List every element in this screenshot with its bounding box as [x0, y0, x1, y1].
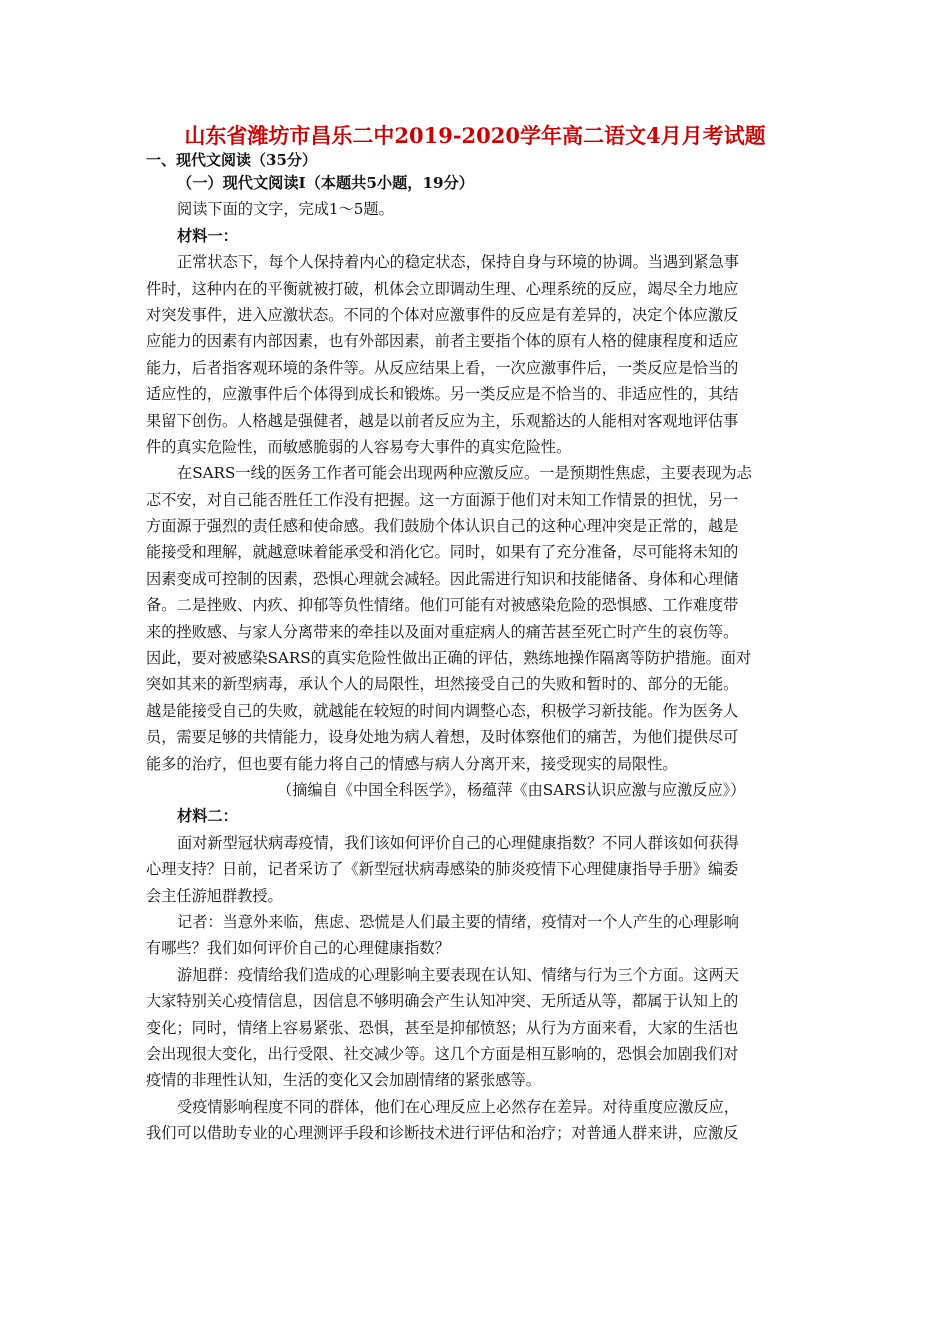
document-title: 山东省潍坊市昌乐二中2019-2020学年高二语文4月月考试题 [184, 123, 766, 148]
text-line: 件时，这种内在的平衡就被打破，机体会立即调动生理、心理系统的反应，竭尽全力地应 [146, 279, 739, 298]
text-line: 对突发事件，进入应激状态。不同的个体对应激事件的反应是有差异的，决定个体应激反 [146, 305, 739, 324]
text-line: 会主任游旭群教授。 [146, 886, 283, 905]
text-line: 能多的治疗，但也要有能力将自己的情感与病人分离开来，接受现实的局限性。 [146, 754, 678, 773]
text-line: 变化；同时，情绪上容易紧张、恐惧，甚至是抑郁愤怒；从行为方面来看，大家的生活也 [146, 1018, 739, 1037]
section-heading: 一、现代文阅读（35分） [146, 151, 317, 169]
text-line: 能力，后者指客观环境的条件等。从反应结果上看，一次应激事件后，一类反应是恰当的 [146, 358, 739, 377]
text-line: 果留下创伤。人格越是强健者，越是以前者反应为主，乐观豁达的人能相对客观地评估事 [146, 411, 739, 430]
text-line: 有哪些？我们如何评价自己的心理健康指数？ [146, 939, 450, 958]
text-line: 来的挫败感、与家人分离带来的牵挂以及面对重症病人的痛苦甚至死亡时产生的哀伤等。 [146, 622, 739, 641]
text-line: 备。二是挫败、内疚、抑郁等负性情绪。他们可能有对被感染危险的恐惧感、工作难度带 [146, 596, 739, 615]
text-line: 心理支持？日前，记者采访了《新型冠状病毒感染的肺炎疫情下心理健康指导手册》编委 [146, 860, 739, 879]
text-line: 材料一： [177, 226, 238, 245]
text-line: 受疫情影响程度不同的群体，他们在心理反应上必然存在差异。对待重度应激反应， [177, 1097, 739, 1116]
text-line: 游旭群：疫情给我们造成的心理影响主要表现在认知、情绪与行为三个方面。这两天 [177, 965, 739, 984]
text-line: 疫情的非理性认知，生活的变化又会加剧情绪的紧张感等。 [146, 1071, 541, 1090]
text-line: 忑不安，对自己能否胜任工作没有把握。这一方面源于他们对未知工作情景的担忧，另一 [146, 490, 739, 509]
text-line: 能接受和理解，就越意味着能承受和消化它。同时，如果有了充分准备，尽可能将未知的 [146, 543, 739, 562]
text-line: 阅读下面的文字，完成1～5题。 [177, 200, 394, 219]
text-line: 面对新型冠状病毒疫情，我们该如何评价自己的心理健康指数？不同人群该如何获得 [177, 833, 739, 852]
text-line: 正常状态下，每个人保持着内心的稳定状态，保持自身与环境的协调。当遇到紧急事 [177, 253, 739, 272]
text-line: 件的真实危险性，而敏感脆弱的人容易夸大事件的真实危险性。 [146, 437, 572, 456]
text-line: 应能力的因素有内部因素，也有外部因素，前者主要指个体的原有人格的健康程度和适应 [146, 332, 739, 351]
text-line: 因素变成可控制的因素，恐惧心理就会减轻。因此需进行知识和技能储备、身体和心理储 [146, 569, 739, 588]
text-line: 大家特别关心疫情信息，因信息不够明确会产生认知冲突、无所适从等，都属于认知上的 [146, 992, 739, 1011]
text-line: 记者：当意外来临，焦虑、恐慌是人们最主要的情绪，疫情对一个人产生的心理影响 [177, 912, 739, 931]
text-line: 员，需要足够的共情能力，设身处地为病人着想，及时体察他们的痛苦，为他们提供尽可 [146, 728, 739, 747]
body-text [146, 170, 806, 1146]
text-line: 方面源于强烈的责任感和使命感。我们鼓励个体认识自己的这种心理冲突是正常的，越是 [146, 517, 739, 536]
text-line: 因此，要对被感染SARS的真实危险性做出正确的评估，熟练地操作隔离等防护措施。面对 [146, 649, 752, 668]
text-line: 越是能接受自己的失败，就越能在较短的时间内调整心态，积极学习新技能。作为医务人 [146, 701, 739, 720]
text-line: 适应性的，应激事件后个体得到成长和锻炼。另一类反应是不恰当的、非适应性的，其结 [146, 385, 739, 404]
text-line: 会出现很大变化，出行受限、社交减少等。这几个方面是相互影响的，恐惧会加剧我们对 [146, 1044, 739, 1063]
text-line: 突如其来的新型病毒，承认个人的局限性，坦然接受自己的失败和暂时的、部分的无能。 [146, 675, 739, 694]
text-line: （摘编自《中国全科医学》，杨蕴萍《由SARS认识应激与应激反应》） [277, 780, 746, 799]
text-line: （一）现代文阅读Ⅰ（本题共5小题，19分） [177, 174, 474, 192]
text-line: 我们可以借助专业的心理测评手段和诊断技术进行评估和治疗；对普通人群来讲，应激反 [146, 1124, 739, 1143]
text-line: 材料二： [177, 807, 238, 826]
text-line: 在SARS一线的医务工作者可能会出现两种应激反应。一是预期性焦虑，主要表现为忐 [177, 464, 752, 483]
